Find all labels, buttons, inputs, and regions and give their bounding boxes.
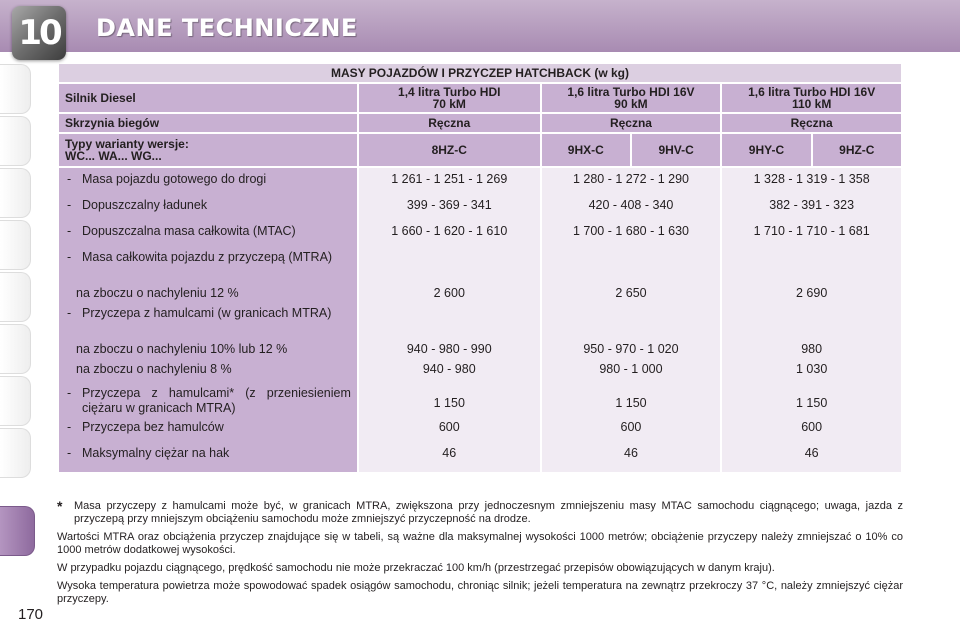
table-cell — [542, 342, 721, 362]
table-cell — [359, 250, 540, 286]
cell-value: 940 - 980 — [422, 362, 476, 376]
chapter-tab[interactable] — [0, 324, 31, 374]
table-cell — [542, 306, 721, 342]
row-dash: - — [67, 198, 72, 212]
row-label — [65, 420, 351, 446]
table-cell — [542, 250, 721, 286]
chapter-tab[interactable] — [0, 428, 31, 478]
cell-value: 600 — [620, 420, 642, 434]
row-label — [65, 198, 351, 224]
footnote-asterisk: * — [57, 498, 63, 514]
cell-value: 1 280 - 1 272 - 1 290 — [572, 172, 689, 186]
values-column-engine-2 — [542, 168, 721, 472]
cell-value: 1 700 - 1 680 - 1 630 — [572, 224, 689, 238]
cell-value: 1 150 — [433, 395, 465, 410]
row-dash: - — [67, 172, 72, 186]
type-code: 8HZ-C — [359, 134, 540, 166]
footnote-star-note — [57, 500, 903, 526]
types-label: Typy warianty wersje: WC... WA... WG... — [59, 134, 357, 166]
table-cell — [359, 286, 540, 306]
row-label — [65, 172, 351, 198]
chapter-tab-active[interactable] — [0, 506, 35, 556]
row-label — [65, 286, 351, 306]
table-cell — [542, 446, 721, 468]
header-divider — [0, 52, 960, 58]
row-label-text: Maksymalny ciężar na hak — [82, 446, 230, 460]
row-label-text: Przyczepa bez hamulców — [82, 420, 224, 434]
cell-value: 46 — [624, 446, 638, 460]
cell-value: 46 — [804, 446, 819, 460]
row-labels-column — [59, 168, 357, 472]
cell-value: 980 — [801, 342, 823, 356]
gearbox-label: Skrzynia biegów — [59, 114, 357, 132]
table-cell — [722, 306, 901, 342]
cell-value: 1 710 - 1 710 - 1 681 — [753, 224, 870, 238]
row-label — [65, 224, 351, 250]
table-cell — [542, 172, 721, 198]
chapter-tab[interactable] — [0, 272, 31, 322]
row-dash: - — [67, 420, 72, 434]
row-label-text: na zboczu o nachyleniu 8 % — [76, 362, 232, 376]
cell-value: 1 150 — [796, 395, 828, 410]
footnotes — [57, 500, 903, 611]
row-label-text: Dopuszczalny ładunek — [82, 198, 208, 212]
cell-value: 980 - 1 000 — [599, 362, 663, 376]
row-label — [65, 446, 351, 468]
gearbox-value: Ręczna — [359, 114, 540, 132]
cell-value: 2 690 — [796, 286, 828, 300]
footnote-speed: W przypadku pojazdu ciągnącego, prędkość samochodu nie może przekraczać 100 km/h (przestrzegać przepisów obowiązujących w danym kraju). — [57, 562, 775, 574]
row-label-text: Przyczepa z hamulcami (w granicach MTRA) — [82, 306, 332, 320]
row-label — [65, 342, 351, 362]
type-code: 9HX-C — [542, 134, 630, 166]
row-label-text: Masa całkowita pojazdu z przyczepą (MTRA) — [82, 250, 333, 264]
type-code: 9HV-C — [632, 134, 720, 166]
table-cell — [722, 286, 901, 306]
table-cell — [542, 386, 721, 420]
table-cell — [359, 306, 540, 342]
chapter-tab[interactable] — [0, 64, 31, 114]
table-cell — [722, 224, 901, 250]
chapter-tab[interactable] — [0, 376, 31, 426]
values-column-engine-1 — [359, 168, 540, 472]
table-cell — [359, 362, 540, 386]
row-label-text: Przyczepa z hamulcami* (z przeniesieniem ciężaru w granicach MTRA) — [82, 386, 351, 415]
table-cell — [722, 198, 901, 224]
row-label-text: Dopuszczalna masa całkowita (MTAC) — [82, 224, 296, 238]
cell-value: 382 - 391 - 323 — [769, 198, 855, 212]
table-cell — [359, 172, 540, 198]
table-cell — [722, 250, 901, 286]
gearbox-value: Ręczna — [722, 114, 901, 132]
row-label-text: na zboczu o nachyleniu 12 % — [76, 286, 239, 300]
table-cell — [722, 172, 901, 198]
type-code: 9HZ-C — [813, 134, 901, 166]
chapter-tab[interactable] — [0, 168, 31, 218]
row-label-text: na zboczu o nachyleniu 10% lub 12 % — [76, 342, 288, 356]
table-cell — [542, 224, 721, 250]
row-label — [65, 386, 351, 420]
cell-value: 2 650 — [615, 286, 647, 300]
engine-label: Silnik Diesel — [59, 84, 357, 112]
table-cell — [722, 420, 901, 446]
engine-header: 1,6 litra Turbo HDI 16V 90 kM — [542, 84, 721, 112]
cell-value: 1 328 - 1 319 - 1 358 — [753, 172, 870, 186]
row-dash: - — [67, 306, 72, 320]
page-title: DANE TECHNICZNE — [96, 14, 358, 42]
footnote-altitude: Wartości MTRA oraz obciążenia przyczep znajdujące się w tabeli, są ważne dla maksymalnej wysokości 1000 metrów; obciążenie przyczepy należy zmniejszać o 10% co 1000 metrów dodatkowej wysokości. — [57, 531, 903, 556]
chapter-side-tabs — [0, 64, 34, 544]
cell-value: 600 — [438, 420, 460, 434]
row-label — [65, 306, 351, 342]
chapter-tab[interactable] — [0, 116, 31, 166]
table-cell — [722, 386, 901, 420]
gearbox-value: Ręczna — [542, 114, 721, 132]
cell-value: 2 600 — [433, 286, 465, 300]
cell-value: 1 030 — [796, 362, 828, 376]
cell-value: 950 - 970 - 1 020 — [583, 342, 679, 356]
cell-value: 46 — [442, 446, 457, 460]
table-cell — [542, 198, 721, 224]
table-cell — [359, 386, 540, 420]
engine-header: 1,4 litra Turbo HDI 70 kM — [359, 84, 540, 112]
table-cell — [542, 420, 721, 446]
row-dash: - — [67, 446, 72, 460]
type-code: 9HY-C — [722, 134, 810, 166]
table-cell — [359, 224, 540, 250]
table-cell — [359, 420, 540, 446]
footnote-temperature: Wysoka temperatura powietrza może spowodować spadek osiągów samochodu, chroniąc silnik; jeżeli temperatura na zewnątrz przekroczy 37 °C, należy zmniejszyć ciężar przyczepy. — [57, 580, 903, 605]
table-cell — [542, 362, 721, 386]
table-cell — [359, 198, 540, 224]
cell-value: 1 660 - 1 620 - 1 610 — [391, 224, 508, 238]
cell-value: 940 - 980 - 990 — [406, 342, 492, 356]
row-label — [65, 250, 351, 286]
engine-header: 1,6 litra Turbo HDI 16V 110 kM — [722, 84, 901, 112]
cell-value: 1 261 - 1 251 - 1 269 — [391, 172, 508, 186]
row-label — [65, 362, 351, 386]
table-cell — [359, 342, 540, 362]
cell-value: 420 - 408 - 340 — [588, 198, 674, 212]
cell-value: 1 150 — [615, 395, 647, 410]
page-number: 170 — [18, 606, 44, 623]
chapter-tab[interactable] — [0, 220, 31, 270]
table-title: MASY POJAZDÓW I PRZYCZEP HATCHBACK (w kg) — [59, 64, 901, 82]
row-dash: - — [67, 224, 72, 238]
cell-value: 600 — [801, 420, 823, 434]
chapter-number-badge: 10 — [12, 6, 66, 60]
values-column-engine-3 — [722, 168, 901, 472]
vehicle-mass-table — [57, 62, 903, 474]
table-cell — [722, 446, 901, 468]
table-cell — [542, 286, 721, 306]
table-cell — [722, 362, 901, 386]
table-cell — [722, 342, 901, 362]
table-cell — [359, 446, 540, 468]
cell-value: 399 - 369 - 341 — [406, 198, 492, 212]
row-dash: - — [67, 386, 72, 400]
footnote-text: Masa przyczepy z hamulcami może być, w granicach MTRA, zwiększona przy jednoczesnym zmniejszeniu masy MTAC samochodu ciągnącego; uwaga, jazda z przyczepą przy mniejszym obciążeniu samochodu może zmniejszyć przyczepność na drodze. — [74, 500, 903, 525]
row-dash: - — [67, 250, 72, 264]
row-label-text: Masa pojazdu gotowego do drogi — [82, 172, 267, 186]
